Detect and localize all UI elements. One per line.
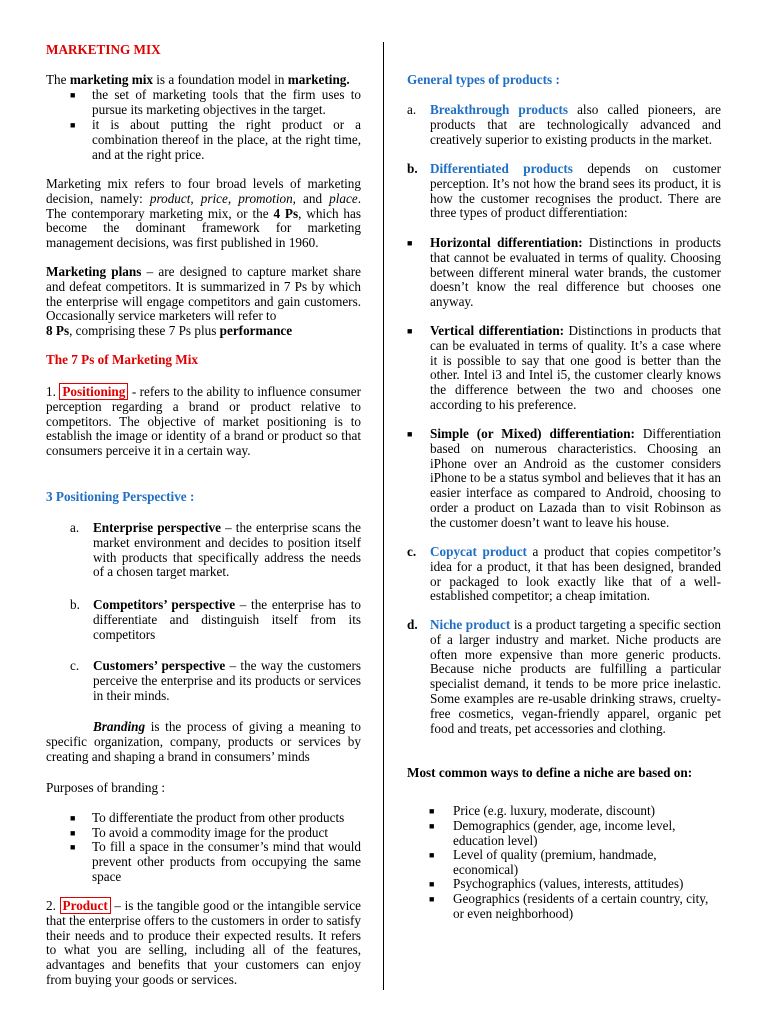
differentiation-item: ■ Horizontal differentiation: Distinctions in products that cannot be evaluated in terms of quality. Choosing between different mineral water brands, the customer doesn’t know the real difference but chooses one anyway. — [407, 235, 721, 310]
perspective-item: b. Competitors’ perspective – the enterprise has to differentiate and distinguish itself from its competitors — [70, 597, 361, 642]
niche-item: ■ Demographics (gender, age, income level, education level) — [429, 818, 676, 848]
branding-paragraph: Branding is the process of giving a meaning to specific organization, company, products or services by creating and shaping a brand in consumers’ minds — [46, 719, 361, 764]
product-paragraph: 2. Product – is the tangible good or the intangible service that the enterprise offers to the customers in order to satisfy their needs and to produce their expected results. It refers to what you are selling, including all of the features, advantages and benefits that your customers can enjoy from buying your goods or services. — [46, 898, 361, 987]
product-types-heading: General types of products : — [407, 72, 560, 87]
positioning-paragraph: 1. Positioning - refers to the ability to influence consumer perception regarding a brand or product relative to competitors. The objective of market positioning is to establish the image or identity of a brand or product so that consumers perceive it in a certain way. — [46, 384, 362, 459]
purposes-heading: Purposes of branding : — [46, 780, 166, 795]
purpose-item: ■ To differentiate the product from other products — [70, 810, 345, 825]
differentiation-item: ■ Vertical differentiation: Distinctions in products that can be evaluated in terms of quality. It’s a case where it is possible to say that one good is better than the other. Intel i3 and Intel i5, the customer clearly knows the difference between the two and chooses one according to his preference. — [407, 323, 721, 412]
perspective-item: a. Enterprise perspective – the enterprise scans the market environment and decides to position itself with products that specifically address the needs of a chosen target market. — [70, 520, 361, 580]
product-type-item: b. Differentiated products depends on customer perception. It’s not how the brand sees its product, it is how the customer recognises the product. There are three types of product differentiation: — [407, 161, 721, 221]
intro-paragraph: The marketing mix is a foundation model in marketing. — [46, 72, 350, 87]
product-type-item: a. Breakthrough products also called pioneers, are products that are technologically advanced and creatively superior to existing products in the market. — [407, 102, 722, 147]
document-title: MARKETING MIX — [46, 42, 161, 57]
column-divider — [383, 42, 384, 990]
positioning-perspective-heading: 3 Positioning Perspective : — [46, 489, 195, 504]
seven-ps-heading: The 7 Ps of Marketing Mix — [46, 352, 199, 367]
intro-bullet: ■ it is about putting the right product or a combination thereof in the place, at the right time, and at the right price. — [70, 117, 361, 162]
purpose-item: ■ To fill a space in the consumer’s mind that would prevent other products from occupying the same space — [70, 839, 361, 884]
niche-item: ■ Level of quality (premium, handmade, economical) — [429, 847, 657, 877]
marketing-plans-paragraph: Marketing plans – are designed to capture market share and defeat competitors. It is summarized in 7 Ps by which the enterprise will engage competitors and gain customers. Occasionally service marketers will refer to 8 Ps, comprising these 7 Ps plus performance — [46, 264, 361, 339]
intro-bullet: ■ the set of marketing tools that the firm uses to pursue its marketing objectives in the target. — [70, 87, 361, 117]
product-type-item: d. Niche product is a product targeting a specific section of a larger industry and market. Niche products are often more expensive than more generic products. Because niche products are fulfilling a particular specialist demand, it tends to be more price inelastic. Some examples are re-usable drinking straws, cruelty-free cosmetics, vegan-friendly apparel, organic pet food and treats, pet accessories and clothing. — [407, 617, 722, 736]
product-type-item: c. Copycat product a product that copies competitor’s idea for a product, it that has been designed, branded or packaged to look exactly like that of a well-established competitor; a cheap imitation. — [407, 544, 722, 604]
differentiation-item: ■ Simple (or Mixed) differentiation: Differentiation based on numerous characteristics. Choosing an iPhone over an Android as the customer considers iPhone to be a status symbol and believes that it has an easier interface as compared to Android, choosing to order a product on Lazada than to visit Robinson as the customer doesn’t want to leave his house. — [407, 426, 721, 530]
perspective-item: c. Customers’ perspective – the way the customers perceive the enterprise and its products or services in their minds. — [70, 658, 361, 703]
purpose-item: ■ To avoid a commodity image for the product — [70, 825, 329, 840]
niche-item: ■ Psychographics (values, interests, attitudes) — [429, 876, 684, 891]
niche-item: ■ Geographics (residents of a certain country, city, or even neighborhood) — [429, 891, 709, 921]
niche-item: ■ Price (e.g. luxury, moderate, discount) — [429, 803, 656, 818]
marketing-mix-paragraph: Marketing mix refers to four broad levels of marketing decision, namely: product, price, promotion, and place. The contemporary marketing mix, or the 4 Ps, which has become the dominant framework for marketing management decisions, was first published in 1960. — [46, 176, 362, 251]
niche-heading: Most common ways to define a niche are based on: — [407, 765, 693, 780]
